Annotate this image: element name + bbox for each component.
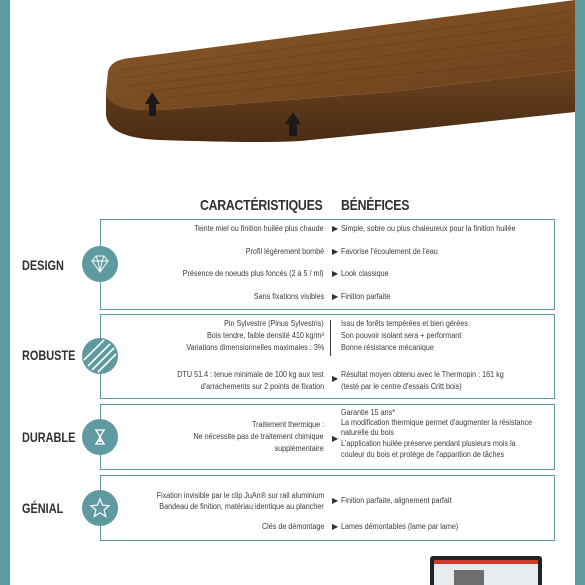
durable-row-1-right-2: La modification thermique permet d'augmenter la résistance <box>341 418 533 427</box>
genial-row-2-left-1: Clés de démontage <box>261 522 324 531</box>
durable-row-1-right-1: Garantie 15 ans* <box>341 408 396 417</box>
product-sheet <box>10 0 575 585</box>
design-row-1-right: Simple, sobre ou plus chaleureux pour la finition huilée <box>341 224 516 233</box>
header-benefices: BÉNÉFICES <box>341 197 410 214</box>
genial-row-1-left-1: Fixation invisible par le clip JuAn® sur rail aluminium <box>156 491 324 500</box>
arrow-icon: ▶ <box>332 269 339 278</box>
star-icon <box>82 490 118 526</box>
arrow-icon: ▶ <box>332 247 339 256</box>
design-row-3-left: Présence de noeuds plus foncés (2 à 5 / ml) <box>183 269 324 278</box>
design-row-2-left: Profil légèrement bombé <box>245 247 324 256</box>
robuste-row-1-left-1: Pin Sylvestre (Pinus Sylvestris) <box>224 319 324 328</box>
durable-row-1-left-3: supplémentaire <box>274 444 324 453</box>
durable-row-1-left-1: Traitement thermique : <box>251 420 324 429</box>
category-durable: DURABLE <box>22 429 76 445</box>
laptop-image <box>430 556 542 585</box>
genial-row-1-left-2: Bandeau de finition, matériau identique au plancher <box>159 502 324 511</box>
arrow-icon: ▶ <box>332 522 339 531</box>
hourglass-icon <box>82 419 118 455</box>
laptop-screen-bar <box>434 560 538 564</box>
robuste-row-2-right-1: Résultat moyen obtenu avec le Thermopin : 161 kg <box>341 370 504 379</box>
genial-row-2-right-1: Lames démontables (lame par lame) <box>341 522 459 531</box>
durable-row-1-right-5: couleur du bois et protège de l'apparition de tâches <box>341 450 505 459</box>
robuste-row-1-right-2: Son pouvoir isolant sera + performant <box>341 331 462 340</box>
laptop-screen-block <box>454 570 484 585</box>
arrow-icon: ▶ <box>332 374 339 383</box>
category-genial: GÉNIAL <box>22 500 64 516</box>
design-row-3-right: Look classique <box>341 269 389 278</box>
arrow-icon: ▶ <box>332 496 339 505</box>
arrow-icon: ▶ <box>332 224 339 233</box>
design-row-4-left: Sans fixations visibles <box>253 292 324 301</box>
wood-plank-image <box>10 0 575 170</box>
category-robuste: ROBUSTE <box>22 347 76 363</box>
robuste-row-1-right-1: Issu de forêts tempérées et bien gérées <box>341 319 468 328</box>
design-row-1-left: Teinte miel ou finition huilée plus chaude <box>194 224 324 233</box>
robuste-row-2-right-2: (testé par le centre d'essais Critt bois) <box>341 382 462 391</box>
laptop-screen <box>434 560 538 585</box>
robuste-row-2-left-1: DTU 51.4 : tenue minimale de 100 kg aux test <box>177 370 324 379</box>
category-design: DESIGN <box>22 257 64 273</box>
header-caracteristiques: CARACTÉRISTIQUES <box>200 197 323 214</box>
durable-row-1-left-2: Ne nécessite pas de traitement chimique <box>193 432 324 441</box>
design-row-4-right: Finition parfaite <box>341 292 391 301</box>
arrow-icon: ▶ <box>332 292 339 301</box>
durable-box <box>100 404 555 470</box>
robuste-row-1-right-3: Bonne résistance mécanique <box>341 343 434 352</box>
stripes-icon <box>82 338 118 374</box>
robuste-box <box>100 314 555 399</box>
genial-row-1-right-1: Finition parfaite, alignement parfait <box>341 496 452 505</box>
durable-row-1-right-3: naturelle du bois <box>341 428 394 437</box>
durable-row-1-right-4: L'application huilée préserve pendant plusieurs mois la <box>341 439 516 448</box>
divider-line <box>330 320 331 356</box>
robuste-row-1-left-3: Variations dimensionnelles maximales : 3% <box>186 343 324 352</box>
diamond-icon <box>82 246 118 282</box>
robuste-row-2-left-2: d'arrachements sur 2 points de fixation <box>200 382 324 391</box>
robuste-row-1-left-2: Bois tendre, faible densité 410 kg/m³ <box>207 331 324 340</box>
design-row-2-right: Favorise l'écoulement de l'eau <box>341 247 438 256</box>
arrow-icon: ▶ <box>332 434 339 443</box>
